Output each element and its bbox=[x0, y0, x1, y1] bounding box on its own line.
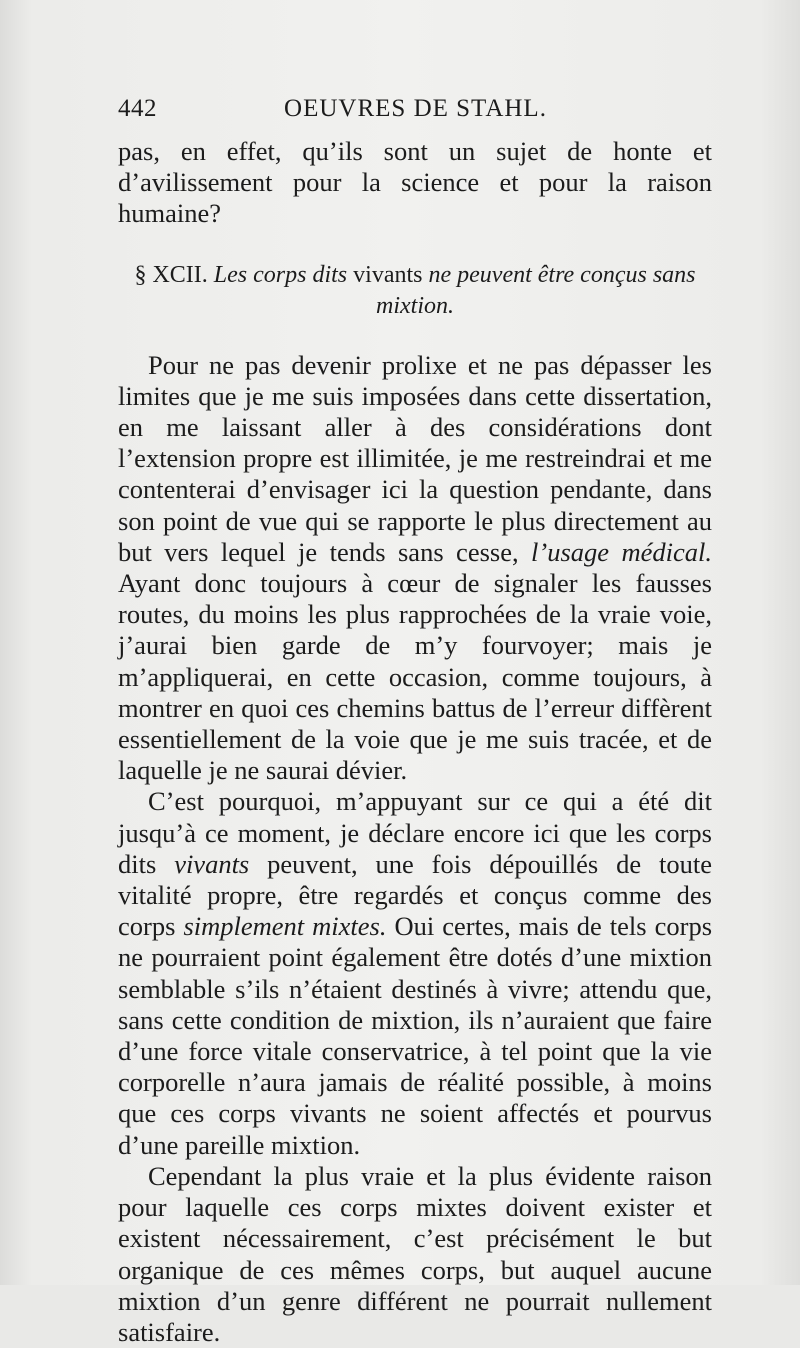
continuation-paragraph: pas, en effet, qu’ils sont un sujet de honte et d’avilissement pour la science et pour la raison humaine? bbox=[118, 136, 712, 229]
paragraph-1-text-b: Ayant donc toujours à cœur de signaler les fausses routes, du moins les plus rapprochées de la vraie voie, j’aurai bien garde de m’y fourvoyer; mais je m’appliquerai, en cette occasion, comme toujours, à montrer en quoi ces chemins battus de l’erreur diffèrent essentiellement de la voie que je me suis tracée, et de laquelle je ne saurai dévier. bbox=[118, 568, 712, 786]
section-title-part-2: ne peuvent être conçus sans mixtion. bbox=[376, 261, 696, 319]
page-number: 442 bbox=[118, 95, 157, 122]
paragraph-2-text-c: Oui certes, mais de tels corps ne pourraient point également être dotés d’une mixtion semblable s’ils n’étaient destinés à vivre; attendu que, sans cette condition de mixtion, ils n’auraient que faire d’une force vitale conservatrice, à tel point que la vie corporelle n’aura jamais de réalité possible, à moins que ces corps vivants ne soient affectés et pourvus d’une pareille mixtion. bbox=[118, 911, 713, 1160]
paragraph-1 bbox=[118, 350, 712, 787]
section-heading bbox=[118, 260, 712, 322]
section-title-roman: vivants bbox=[353, 261, 423, 288]
paragraph-2-text-b: peuvent, une fois dépouillés de toute vitalité propre, être regardés et conçus comme des corps bbox=[118, 848, 713, 942]
paragraph-2-italic-a: vivants bbox=[174, 848, 250, 879]
running-head: OEUVRES DE STAHL. bbox=[284, 95, 547, 122]
page-header bbox=[118, 95, 713, 129]
section-title-part-1: Les corps dits bbox=[213, 261, 348, 288]
paragraph-2-italic-b: simplement mixtes. bbox=[183, 911, 387, 942]
section-number: § XCII. bbox=[134, 261, 208, 288]
body-text bbox=[118, 136, 712, 1348]
paragraph-2-text-a: C’est pourquoi, m’appuyant sur ce qui a été dit jusqu’à ce moment, je déclare encore ici que les corps dits bbox=[118, 786, 712, 879]
paragraph-2 bbox=[118, 786, 712, 1160]
paragraph-1-italic: l’usage médical. bbox=[531, 536, 713, 567]
paragraph-1-text-a: Pour ne pas devenir prolixe et ne pas dépasser les limites que je me suis imposées dans cette dissertation, en me laissant aller à des considérations dont l’extension propre est illimitée, je me restreindrai et me contenterai d’envisager ici la question pendante, dans son point de vue qui se rapporte le plus directement au but vers lequel je tends sans cesse, bbox=[118, 349, 712, 567]
paragraph-3: Cependant la plus vraie et la plus évidente raison pour laquelle ces corps mixtes doivent exister et existent nécessairement, c’est précisément le but organique de ces mêmes corps, but auquel aucune mixtion d’un genre différent ne pourrait nullement satisfaire. bbox=[118, 1160, 712, 1347]
